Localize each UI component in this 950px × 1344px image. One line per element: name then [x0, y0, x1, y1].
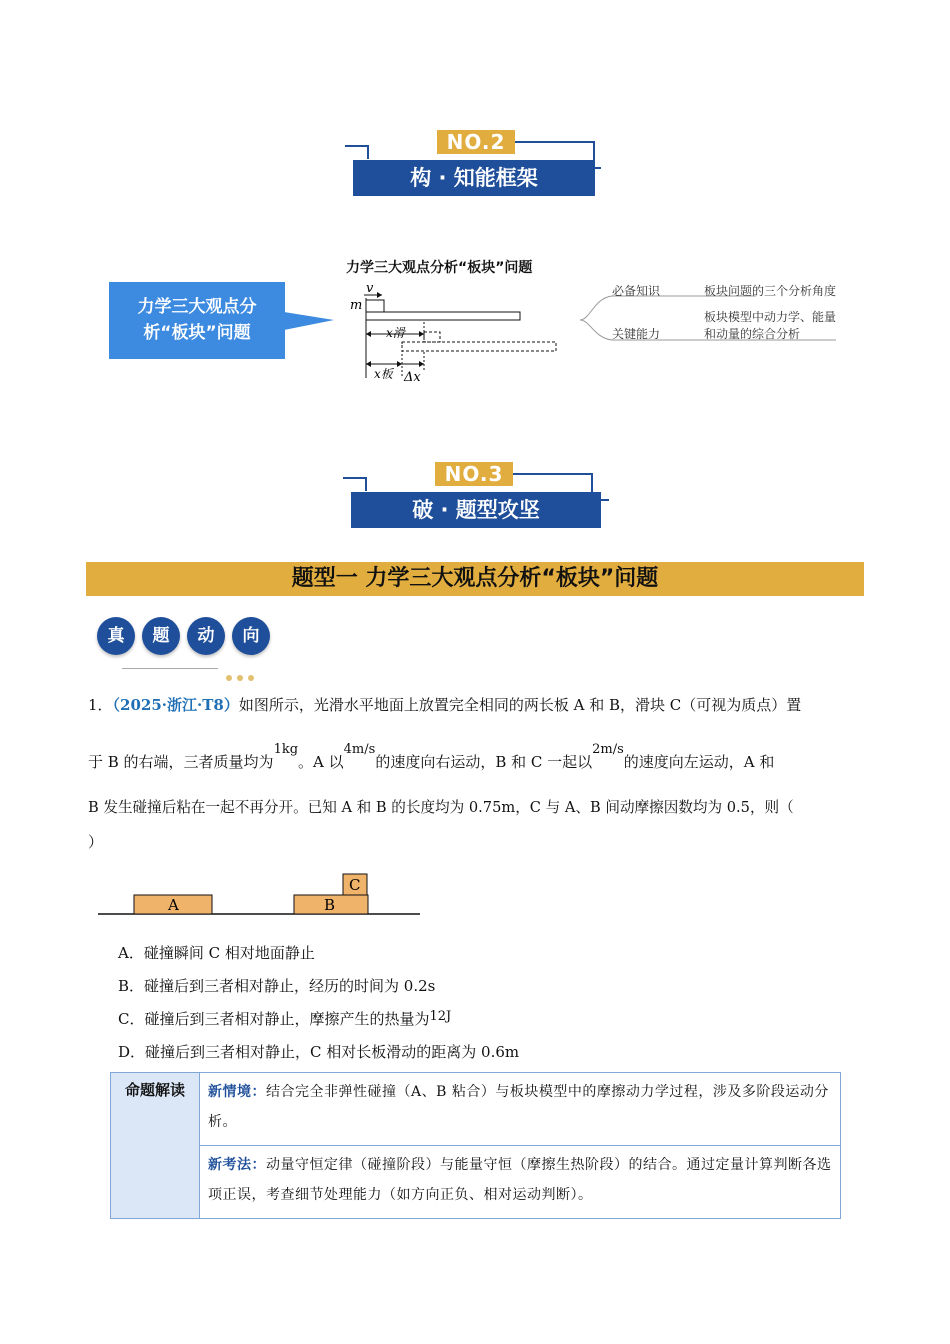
diagram-title: 力学三大观点分析“板块”问题	[346, 260, 533, 276]
question-line-4: ）	[88, 833, 104, 851]
keyword-new-situation: 新情境：	[208, 1084, 266, 1100]
option-b[interactable]	[118, 976, 435, 996]
option-text: 碰撞瞬间 C 相对地面静止	[143, 944, 315, 962]
branch-content-ability-2: 和动量的综合分析	[704, 327, 801, 341]
analysis-table	[110, 1072, 841, 1219]
section-banner-no2	[351, 130, 621, 200]
branch-label-knowledge: 必备知识	[612, 284, 661, 298]
question-figure	[96, 870, 426, 920]
board-final	[402, 342, 556, 351]
branch-content-knowledge: 板块问题的三个分析角度	[704, 284, 837, 298]
section-title: 构 · 知能框架	[353, 160, 595, 196]
branch-label-ability: 关键能力	[612, 327, 661, 341]
block-final	[424, 332, 440, 342]
analysis-row-method	[200, 1146, 841, 1219]
q-text: 的速度向左运动，A 和	[623, 753, 775, 771]
heat-value: 12J	[429, 1009, 452, 1024]
option-label: C．	[118, 1010, 145, 1028]
speed-bc-value: 2m/s	[592, 742, 624, 757]
topic-pointer	[284, 300, 338, 340]
question-line-3: B 发生碰撞后粘在一起不再分开。已知 A 和 B 的长度均为 0.75m，C 与 A、B 间动摩擦因数均为 0.5，则（	[88, 799, 794, 816]
option-c[interactable]	[118, 1009, 451, 1031]
label-a: A	[168, 896, 179, 914]
badge-dots	[226, 666, 254, 685]
label-x-board: x板	[374, 367, 393, 381]
block-m	[366, 300, 384, 312]
question-line-1	[88, 695, 801, 715]
option-text: 碰撞后到三者相对静止，摩擦产生的热量为	[144, 1010, 430, 1028]
q-text: 于 B 的右端，三者质量均为	[88, 753, 274, 771]
method-text: 动量守恒定律（碰撞阶段）与能量守恒（摩擦生热阶段）的结合。通过定量计算判断各选项正误，考查细节处理能力（如方向正负、相对运动判断）。	[208, 1157, 832, 1203]
question-type-heading: 题型一 力学三大观点分析“板块”问题	[86, 562, 864, 596]
section-banner-no3	[349, 462, 619, 532]
topic-line-1: 力学三大观点分	[137, 297, 257, 317]
section-title: 破 · 题型攻坚	[351, 492, 601, 528]
badge-zhen: 真	[97, 617, 135, 655]
framework-topic-box	[109, 282, 285, 359]
option-label: B．	[118, 977, 145, 995]
option-d[interactable]	[118, 1042, 519, 1062]
option-text: 碰撞后到三者相对静止，C 相对长板滑动的距离为 0.6m	[145, 1043, 520, 1061]
question-source: （2025·浙江·T8）	[112, 696, 239, 714]
badge-xiang: 向	[232, 617, 270, 655]
question-text-1: 如图所示，光滑水平地面上放置完全相同的两长板 A 和 B，滑块 C（可视为质点）置	[238, 696, 802, 714]
q-text: 。A 以	[298, 753, 344, 771]
label-x-slide: x滑	[386, 326, 405, 340]
q-text: 的速度向右运动，B 和 C 一起以	[375, 753, 593, 771]
board-diagram	[346, 278, 566, 388]
keyword-new-method: 新考法：	[208, 1157, 266, 1173]
speed-a-value: 4m/s	[343, 742, 376, 757]
question-number: 1．	[88, 696, 113, 714]
label-delta-x: Δx	[404, 370, 421, 385]
label-m: m	[350, 298, 363, 313]
section-number: NO.3	[435, 462, 513, 486]
board-initial	[366, 312, 520, 320]
option-label: A．	[118, 944, 144, 962]
mass-value: 1kg	[273, 742, 299, 757]
badge-ti: 题	[142, 617, 180, 655]
option-a[interactable]	[118, 943, 315, 963]
badge-dong: 动	[187, 617, 225, 655]
label-v: v	[366, 281, 374, 296]
label-c: C	[349, 876, 361, 894]
option-label: D．	[118, 1043, 146, 1061]
label-b: B	[324, 896, 336, 914]
analysis-header: 命题解读	[111, 1073, 200, 1219]
question-line-2	[88, 742, 775, 774]
situation-text: 结合完全非弹性碰撞（A、B 粘合）与板块模型中的摩擦动力学过程，涉及多阶段运动分析。	[208, 1084, 829, 1130]
analysis-row-situation	[200, 1073, 841, 1146]
option-text: 碰撞后到三者相对静止，经历的时间为 0.2s	[144, 977, 436, 995]
topic-line-2: 析“板块”问题	[143, 323, 251, 343]
branch-content-ability-1: 板块模型中动力学、能量	[704, 310, 837, 324]
badge-underline	[122, 668, 218, 669]
section-number: NO.2	[437, 130, 515, 154]
